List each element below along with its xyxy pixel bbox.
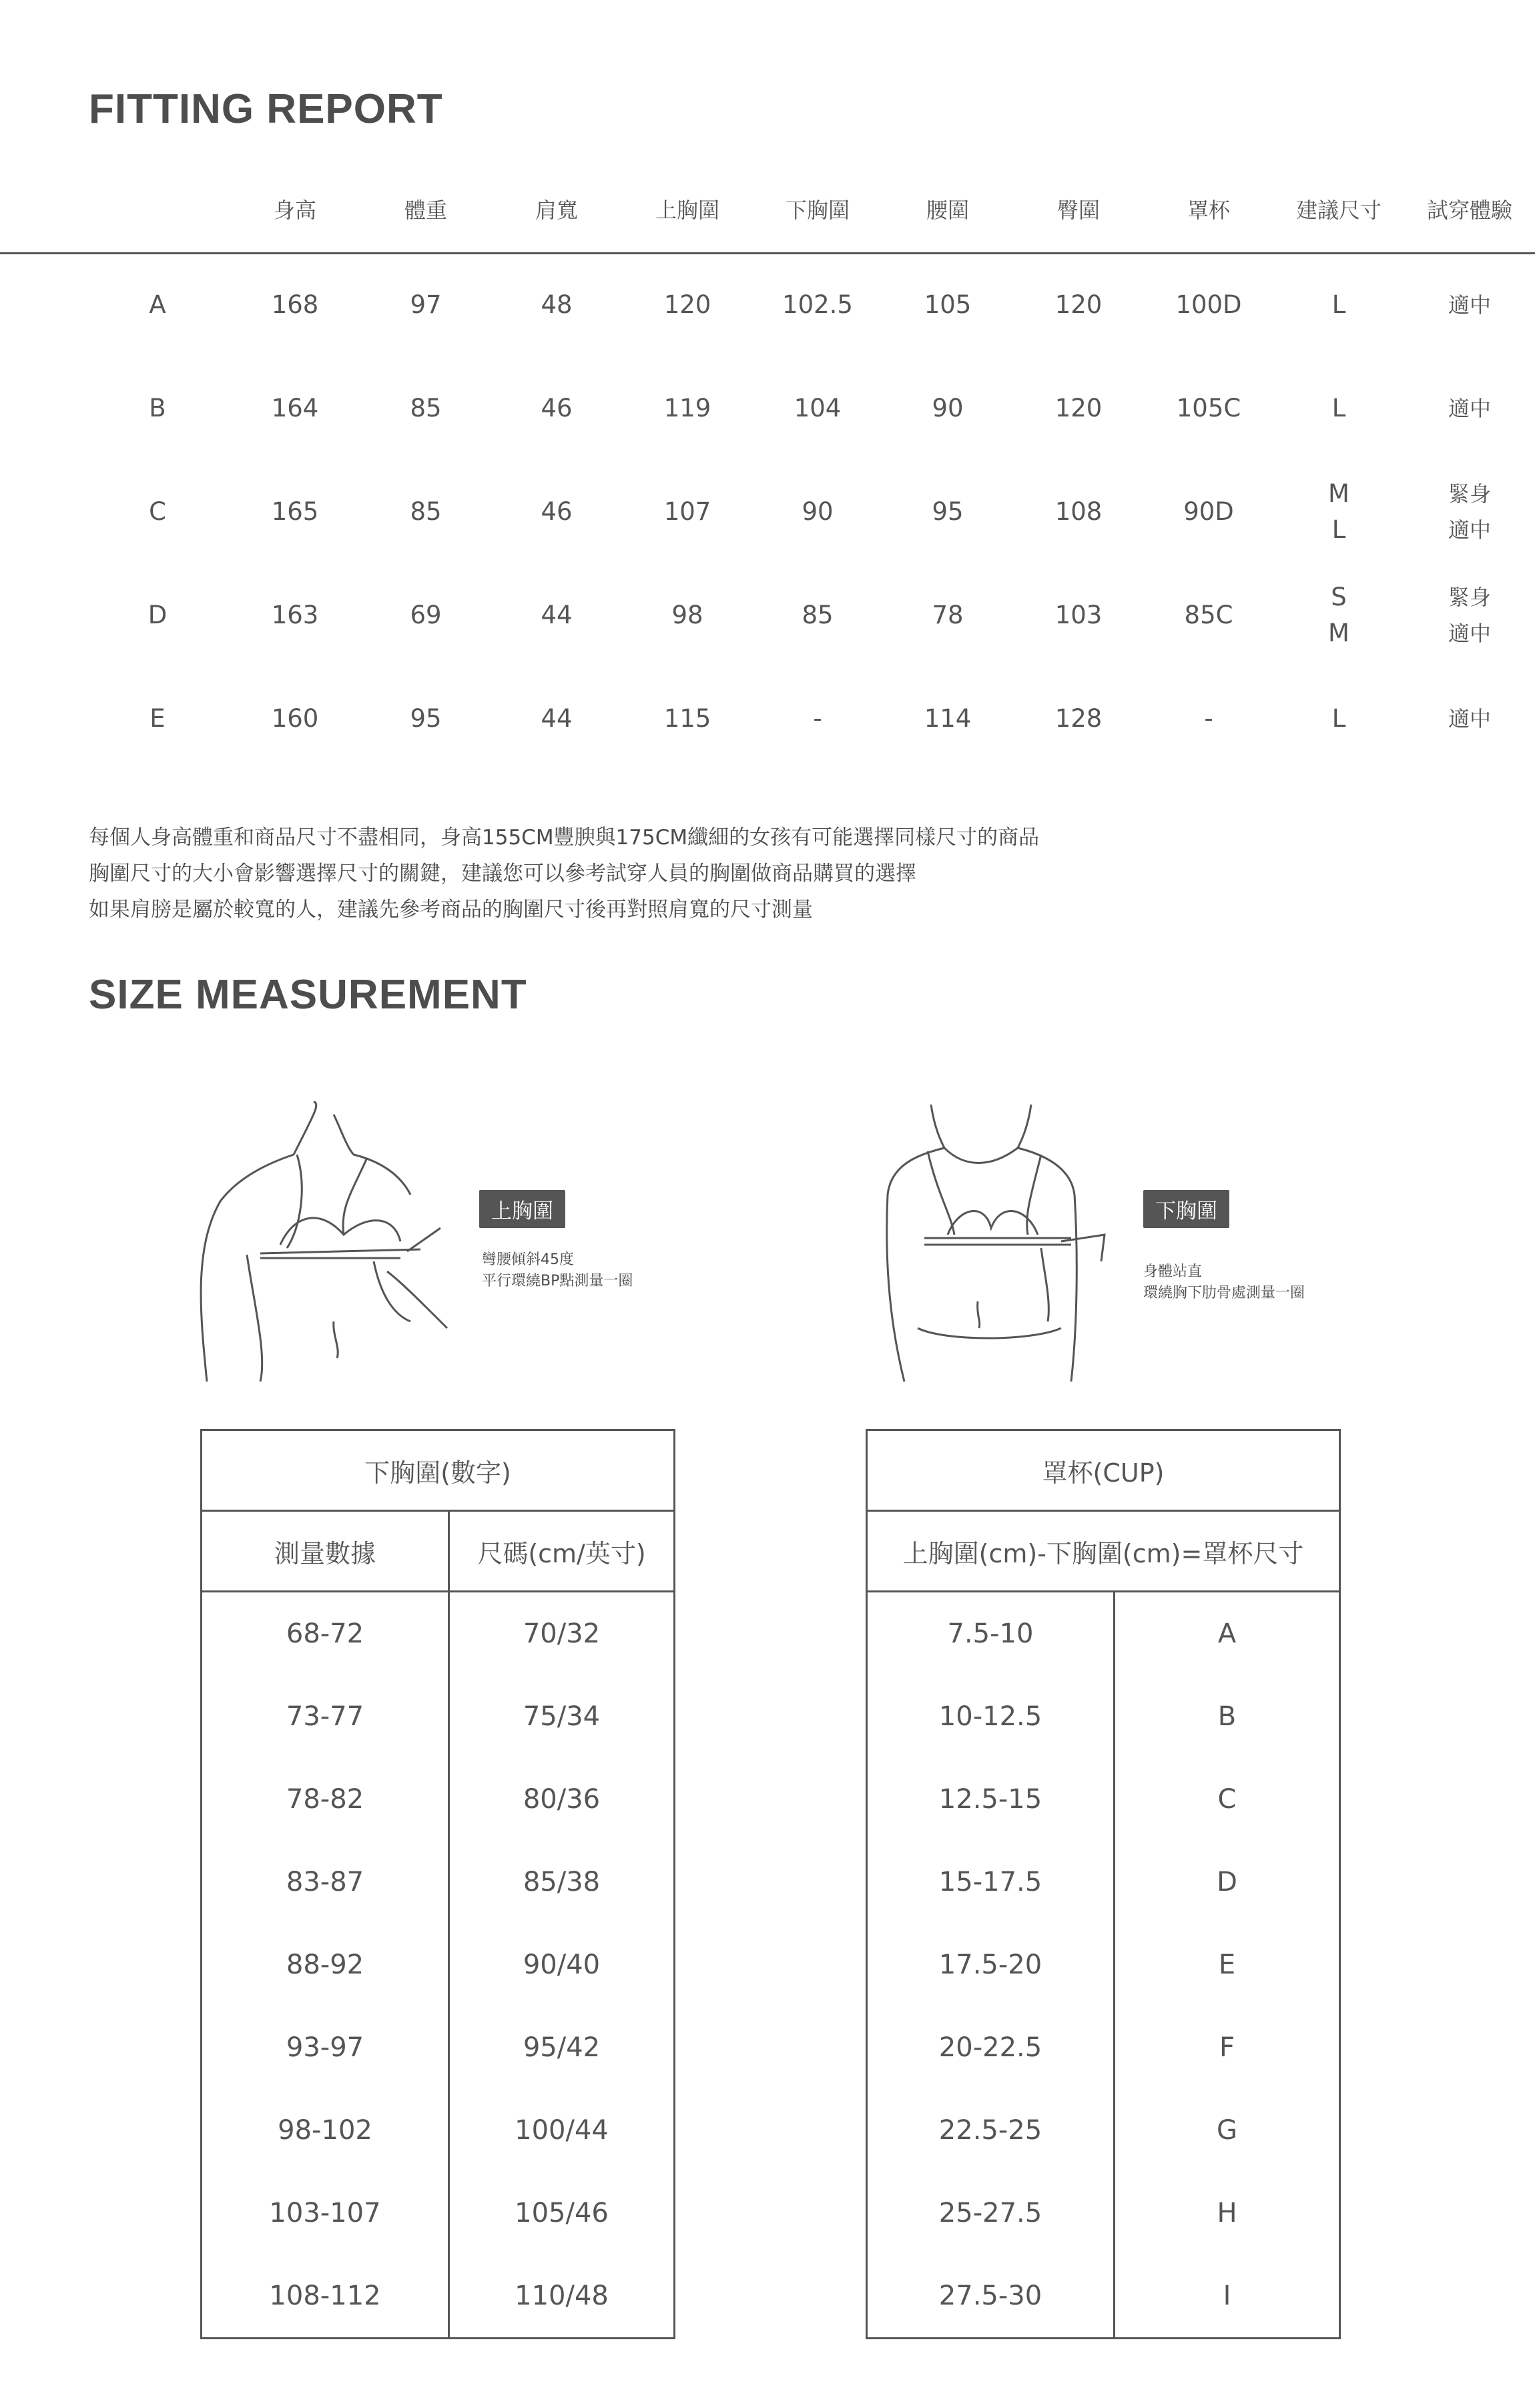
table-row xyxy=(202,2089,675,2172)
table-row xyxy=(202,1592,675,1676)
fitting-cell: 78 xyxy=(932,601,964,629)
fitting-cell: 108 xyxy=(1054,497,1103,526)
fitting-table-header xyxy=(0,194,1535,227)
tester-id: C xyxy=(149,497,166,526)
fitting-cell: 95 xyxy=(410,704,442,733)
table-row xyxy=(202,1758,675,1841)
size-measurement-title: SIZE MEASUREMENT xyxy=(89,972,527,1018)
cup-letter-cell: I xyxy=(1115,2254,1340,2339)
suggested-size: L xyxy=(1331,290,1346,319)
fit-experience: 適中 xyxy=(1448,292,1492,318)
cup-letter-cell: B xyxy=(1115,1675,1340,1758)
fit-experience: 適中 xyxy=(1448,396,1492,421)
fitting-cell: 98 xyxy=(671,601,703,629)
cup-table-title: 罩杯(CUP) xyxy=(867,1430,1340,1511)
header-cup: 罩杯 xyxy=(1187,198,1231,223)
upper-bust-tag: 上胸圍 xyxy=(479,1190,565,1228)
table-row xyxy=(867,1841,1340,1923)
band-size-cell: 100/44 xyxy=(449,2089,675,2172)
under-bust-tag: 下胸圍 xyxy=(1143,1190,1229,1228)
fitting-row xyxy=(0,390,1535,464)
fitting-cell: 115 xyxy=(663,704,711,733)
fitting-row xyxy=(0,287,1535,360)
measure-range-cell: 68-72 xyxy=(202,1592,449,1676)
fitting-cell: 105C xyxy=(1176,394,1241,422)
upper-bust-desc xyxy=(482,1249,633,1292)
table-row xyxy=(867,1675,1340,1758)
table-row xyxy=(867,2006,1340,2089)
band-size-cell: 90/40 xyxy=(449,1923,675,2006)
fitting-cell: 85 xyxy=(410,394,442,422)
band-size-cell: 70/32 xyxy=(449,1592,675,1676)
fitting-cell: 163 xyxy=(271,601,319,629)
cup-letter-cell: H xyxy=(1115,2172,1340,2254)
fitting-cell: 97 xyxy=(410,290,442,319)
header-upper-bust: 上胸圍 xyxy=(655,198,720,223)
table-row xyxy=(867,2172,1340,2254)
difference-range-cell: 17.5-20 xyxy=(867,1923,1115,2006)
difference-range-cell: 15-17.5 xyxy=(867,1841,1115,1923)
fit-experience: 緊身 xyxy=(1448,585,1492,610)
tester-id: B xyxy=(149,394,166,422)
header-height: 身高 xyxy=(273,198,317,223)
header-weight: 體重 xyxy=(404,198,448,223)
fitting-row xyxy=(0,479,1535,567)
fitting-cell: 100D xyxy=(1175,290,1242,319)
fitting-cell: 120 xyxy=(1054,394,1103,422)
cup-letter-cell: A xyxy=(1115,1592,1340,1676)
table-row xyxy=(867,1923,1340,2006)
fit-experience: 適中 xyxy=(1448,706,1492,731)
table-row xyxy=(202,2006,675,2089)
band-size-cell: 95/42 xyxy=(449,2006,675,2089)
fitting-cell: 103 xyxy=(1054,601,1103,629)
header-experience: 試穿體驗 xyxy=(1426,198,1513,223)
measure-range-cell: 78-82 xyxy=(202,1758,449,1841)
table-row xyxy=(202,1841,675,1923)
fit-experience: 適中 xyxy=(1448,621,1492,646)
note-line: 每個人身高體重和商品尺寸不盡相同，身高155CM豐腴與175CM纖細的女孩有可能選擇同樣尺寸的商品 xyxy=(89,826,1040,850)
table-row xyxy=(202,2172,675,2254)
fitting-cell: 114 xyxy=(924,704,972,733)
table-row xyxy=(867,2089,1340,2172)
fitting-cell: 85 xyxy=(802,601,834,629)
fitting-cell: 164 xyxy=(271,394,319,422)
suggested-size: M xyxy=(1328,619,1349,647)
note-line: 胸圍尺寸的大小會影響選擇尺寸的關鍵，建議您可以參考試穿人員的胸圍做商品購買的選擇 xyxy=(89,862,916,886)
underbust-col-size: 尺碼(cm/英寸) xyxy=(449,1511,675,1592)
fitting-cell: 44 xyxy=(541,601,573,629)
band-size-cell: 75/34 xyxy=(449,1675,675,1758)
fitting-cell: 90D xyxy=(1183,497,1234,526)
header-shoulder: 肩寬 xyxy=(535,198,579,223)
upper-bust-illustration xyxy=(180,1101,474,1388)
fitting-cell: 107 xyxy=(663,497,711,526)
difference-range-cell: 10-12.5 xyxy=(867,1675,1115,1758)
band-size-cell: 105/46 xyxy=(449,2172,675,2254)
measure-range-cell: 103-107 xyxy=(202,2172,449,2254)
difference-range-cell: 25-27.5 xyxy=(867,2172,1115,2254)
fitting-cell: 104 xyxy=(794,394,842,422)
difference-range-cell: 27.5-30 xyxy=(867,2254,1115,2339)
fit-experience: 緊身 xyxy=(1448,481,1492,507)
fitting-cell: 160 xyxy=(271,704,319,733)
suggested-size: L xyxy=(1331,515,1346,544)
difference-range-cell: 20-22.5 xyxy=(867,2006,1115,2089)
upper-bust-desc-line: 平行環繞BP點測量一圈 xyxy=(482,1273,633,1289)
suggested-size: L xyxy=(1331,394,1346,422)
band-size-cell: 85/38 xyxy=(449,1841,675,1923)
fitting-cell: 168 xyxy=(271,290,319,319)
tester-id: D xyxy=(147,601,168,629)
table-row xyxy=(202,1923,675,2006)
header-under-bust: 下胸圍 xyxy=(785,198,850,223)
under-bust-desc-line: 身體站直 xyxy=(1143,1263,1203,1280)
measure-range-cell: 108-112 xyxy=(202,2254,449,2339)
upper-bust-desc-line: 彎腰傾斜45度 xyxy=(482,1251,574,1268)
fitting-cell: 165 xyxy=(271,497,319,526)
fitting-cell: 90 xyxy=(932,394,964,422)
difference-range-cell: 12.5-15 xyxy=(867,1758,1115,1841)
table-row xyxy=(202,1675,675,1758)
under-bust-desc xyxy=(1143,1261,1305,1304)
fitting-cell: 90 xyxy=(802,497,834,526)
fitting-cell: - xyxy=(1204,704,1213,733)
cup-letter-cell: G xyxy=(1115,2089,1340,2172)
fitting-cell: - xyxy=(813,704,822,733)
underbust-col-measure: 測量數據 xyxy=(202,1511,449,1592)
fitting-report-title: FITTING REPORT xyxy=(89,86,443,132)
underbust-size-table xyxy=(200,1429,675,2339)
measure-range-cell: 83-87 xyxy=(202,1841,449,1923)
header-waist: 腰圍 xyxy=(926,198,970,223)
measure-range-cell: 88-92 xyxy=(202,1923,449,2006)
table-row xyxy=(867,1592,1340,1676)
cup-size-table xyxy=(866,1429,1341,2339)
fitting-cell: 85C xyxy=(1184,601,1233,629)
fit-experience: 適中 xyxy=(1448,517,1492,543)
fitting-cell: 69 xyxy=(410,601,442,629)
fitting-cell: 128 xyxy=(1054,704,1103,733)
band-size-cell: 110/48 xyxy=(449,2254,675,2339)
note-line: 如果肩膀是屬於較寬的人，建議先參考商品的胸圍尺寸後再對照肩寬的尺寸測量 xyxy=(89,898,813,922)
difference-range-cell: 7.5-10 xyxy=(867,1592,1115,1676)
measure-range-cell: 73-77 xyxy=(202,1675,449,1758)
header-suggested-size: 建議尺寸 xyxy=(1295,198,1382,223)
cup-letter-cell: F xyxy=(1115,2006,1340,2089)
under-bust-desc-line: 環繞胸下肋骨處測量一圈 xyxy=(1143,1285,1305,1301)
fitting-cell: 46 xyxy=(541,497,573,526)
fitting-cell: 95 xyxy=(932,497,964,526)
fitting-cell: 120 xyxy=(1054,290,1103,319)
fitting-cell: 46 xyxy=(541,394,573,422)
table-row xyxy=(867,2254,1340,2339)
table-row xyxy=(867,1758,1340,1841)
fitting-row xyxy=(0,583,1535,671)
header-divider xyxy=(0,252,1535,254)
table-row xyxy=(202,2254,675,2339)
suggested-size: S xyxy=(1331,583,1347,611)
tester-id: A xyxy=(149,290,166,319)
suggested-size: L xyxy=(1331,704,1346,733)
cup-letter-cell: C xyxy=(1115,1758,1340,1841)
difference-range-cell: 22.5-25 xyxy=(867,2089,1115,2172)
fitting-notes xyxy=(89,820,1039,928)
fitting-cell: 44 xyxy=(541,704,573,733)
cup-table-formula: 上胸圍(cm)-下胸圍(cm)=罩杯尺寸 xyxy=(867,1511,1340,1592)
cup-letter-cell: E xyxy=(1115,1923,1340,2006)
fitting-cell: 48 xyxy=(541,290,573,319)
fitting-row xyxy=(0,701,1535,774)
underbust-table-title: 下胸圍(數字) xyxy=(202,1430,675,1511)
fitting-cell: 105 xyxy=(924,290,972,319)
fitting-cell: 85 xyxy=(410,497,442,526)
fitting-cell: 119 xyxy=(663,394,711,422)
fitting-cell: 102.5 xyxy=(782,290,853,319)
tester-id: E xyxy=(149,704,166,733)
band-size-cell: 80/36 xyxy=(449,1758,675,1841)
measure-range-cell: 93-97 xyxy=(202,2006,449,2089)
cup-letter-cell: D xyxy=(1115,1841,1340,1923)
under-bust-illustration xyxy=(878,1101,1118,1388)
fitting-cell: 120 xyxy=(663,290,711,319)
measure-range-cell: 98-102 xyxy=(202,2089,449,2172)
suggested-size: M xyxy=(1328,479,1349,508)
header-hip: 臀圍 xyxy=(1056,198,1101,223)
